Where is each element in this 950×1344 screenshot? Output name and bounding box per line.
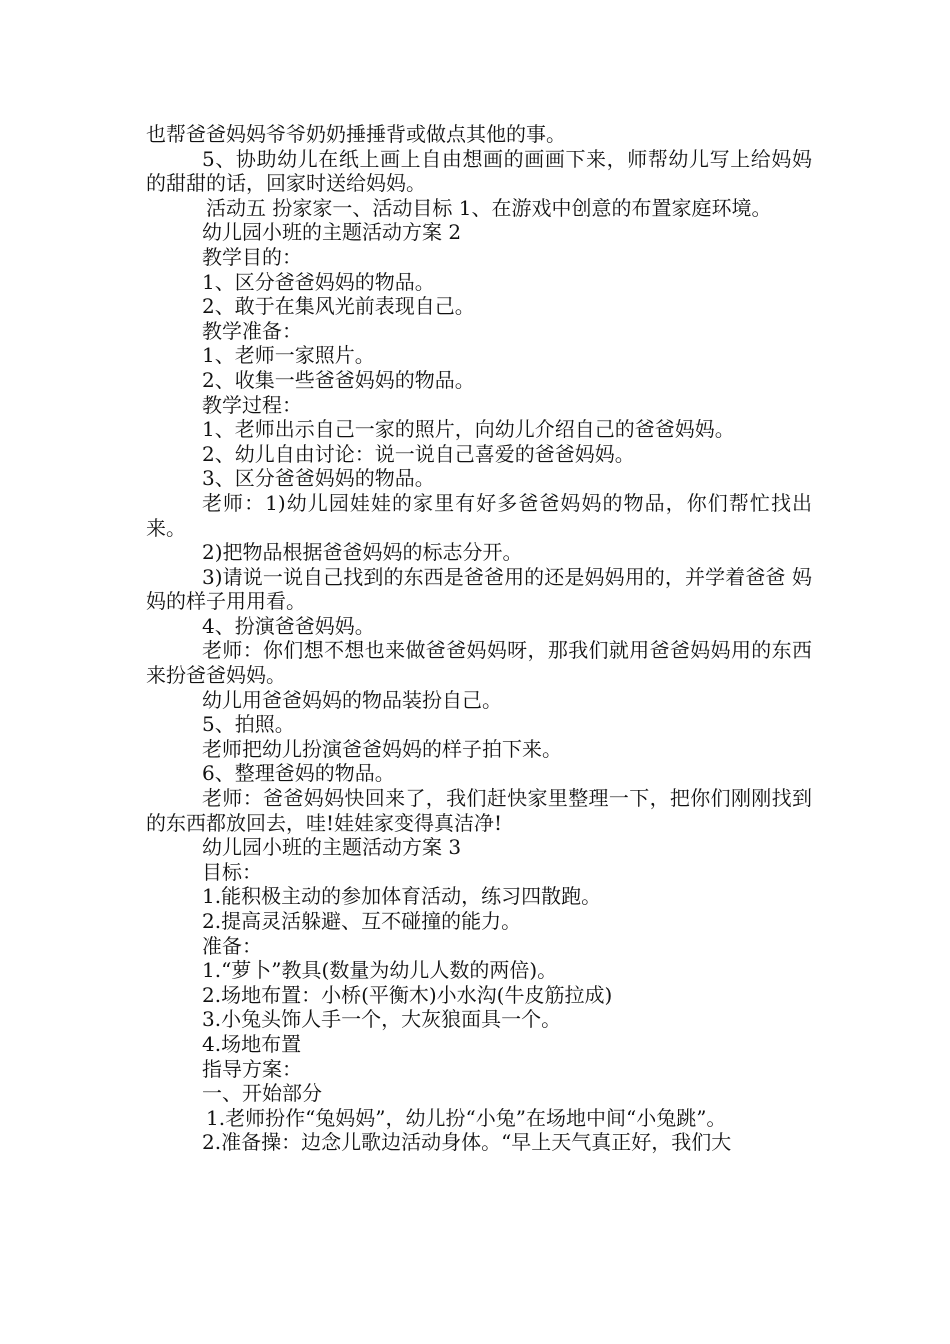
- list-item: 1、老师出示自己一家的照片，向幼儿介绍自己的爸爸妈妈。: [202, 417, 735, 442]
- paragraph: 老师：爸爸妈妈快回来了，我们赶快家里整理一下，把你们刚刚找到的东西都放回去，哇!娃娃家变得真洁净!: [146, 786, 812, 835]
- list-item: 1、区分爸爸妈妈的物品。: [202, 269, 435, 294]
- subheading: 目标：: [202, 859, 262, 884]
- list-item: 1.能积极主动的参加体育活动，练习四散跑。: [202, 884, 602, 909]
- list-item: 1.“萝卜”教具(数量为幼儿人数的两倍)。: [202, 958, 558, 983]
- paragraph: 5、协助幼儿在纸上画上自由想画的画画下来，师帮幼儿写上给妈妈的甜甜的话，回家时送给妈妈。: [146, 146, 812, 196]
- list-item: 2、收集一些爸爸妈妈的物品。: [202, 367, 475, 392]
- list-item: 3.小兔头饰人手一个，大灰狼面具一个。: [202, 1007, 562, 1032]
- list-item: 6、整理爸妈的物品。: [202, 761, 395, 786]
- list-item: 2.提高灵活躲避、互不碰撞的能力。: [202, 909, 522, 933]
- paragraph: 老师：你们想不想也来做爸爸妈妈呀，那我们就用爸爸妈妈用的东西来扮爸爸妈妈。: [146, 638, 812, 688]
- list-item: 1、老师一家照片。: [202, 343, 375, 368]
- section-heading: 幼儿园小班的主题活动方案 3: [202, 835, 462, 860]
- section-heading: 幼儿园小班的主题活动方案 2: [202, 220, 462, 245]
- paragraph: 2.准备操：边念儿歌边活动身体。“早上天气真正好，我们大: [202, 1130, 732, 1155]
- paragraph: 活动五 扮家家一、活动目标 1、在游戏中创意的布置家庭环境。: [206, 195, 772, 220]
- paragraph: 老师把幼儿扮演爸爸妈妈的样子拍下来。: [202, 736, 562, 761]
- paragraph: 2)把物品根据爸爸妈妈的标志分开。: [202, 540, 523, 565]
- paragraph: 3)请说一说自己找到的东西是爸爸用的还是妈妈用的，并学着爸爸 妈妈的样子用用看。: [146, 564, 812, 614]
- list-item: 2、敢于在集风光前表现自己。: [202, 294, 475, 319]
- subheading: 指导方案：: [202, 1056, 302, 1081]
- list-item: 5、拍照。: [202, 712, 295, 737]
- paragraph: 1.老师扮作“兔妈妈”，幼儿扮“小兔”在场地中间“小兔跳”。: [206, 1105, 727, 1130]
- document-body: [146, 122, 812, 1155]
- subheading: 教学准备：: [202, 318, 302, 343]
- subheading: 准备：: [202, 933, 262, 958]
- list-item: 2.场地布置：小桥(平衡木)小水沟(牛皮筋拉成): [202, 982, 613, 1007]
- list-item: 2、幼儿自由讨论：说一说自己喜爱的爸爸妈妈。: [202, 441, 635, 466]
- paragraph: 幼儿用爸爸妈妈的物品装扮自己。: [202, 687, 502, 712]
- list-item: 3、区分爸爸妈妈的物品。: [202, 466, 435, 491]
- subheading: 一、开始部分: [202, 1081, 322, 1106]
- paragraph: 也帮爸爸妈妈爷爷奶奶捶捶背或做点其他的事。: [146, 122, 566, 146]
- list-item: 4.场地布置: [202, 1031, 302, 1056]
- subheading: 教学过程：: [202, 392, 302, 417]
- subheading: 教学目的：: [202, 244, 302, 269]
- list-item: 4、扮演爸爸妈妈。: [202, 613, 375, 638]
- paragraph: 老师：1)幼儿园娃娃的家里有好多爸爸妈妈的物品，你们帮忙找出来。: [146, 490, 812, 540]
